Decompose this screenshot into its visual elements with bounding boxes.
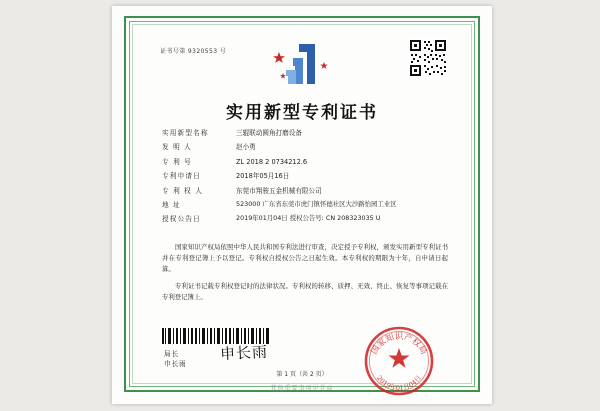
svg-text:国家知识产权局: 国家知识产权局: [369, 332, 429, 357]
field-label: 授权公告日: [162, 215, 201, 224]
field-row: [162, 157, 448, 167]
certificate-sheet: [112, 6, 492, 404]
field-row: [162, 128, 448, 138]
corner-ornament-top-left: [124, 16, 152, 44]
certificate-body-text: [162, 242, 448, 308]
field-label: 专 利 权 人: [162, 186, 204, 195]
svg-text:2019年01月04日: 2019年01月04日: [375, 373, 423, 393]
field-value: ZL 2018 2 0734212.6: [236, 157, 308, 166]
field-row: [162, 142, 448, 152]
corner-ornament-top-right: [452, 16, 480, 44]
field-label: 发 明 人: [162, 143, 192, 152]
body-paragraph: 国家知识产权局依照中华人民共和国专利法进行审查，决定授予专利权，颁发实用新型专利证书并在专利登记簿上予以登记。专利权自授权公告之日起生效。本专利权的期限为十年，自申请日起算。: [162, 243, 448, 274]
field-row: [162, 186, 448, 196]
signature-block: [164, 350, 187, 370]
field-label: 专 利 号: [162, 157, 192, 166]
office-label: 局长: [164, 350, 180, 358]
back-side-note: 其他重要事项见背面: [270, 385, 334, 392]
field-value: 2018年05月16日: [236, 172, 290, 181]
field-value: 赵小勇: [236, 143, 256, 152]
page-title: 实用新型专利证书: [226, 103, 378, 123]
field-value: 东莞市翔骏五金机械有限公司: [236, 186, 322, 195]
field-row: [162, 214, 448, 224]
field-value: 三辊联动圆角打磨设备: [236, 129, 302, 137]
qr-code-icon: [408, 38, 448, 78]
field-label: 实用新型名称: [162, 129, 209, 137]
body-paragraph: 专利证书记载专利权登记时的法律状况。专利权的转移、质押、无效、终止、恢复等事项记载在专利登记簿上。: [162, 281, 448, 301]
field-value: 523000 广东省东莞市虎门镇怀德社区大沙路怡园工业区: [236, 200, 397, 209]
patent-office-logo-icon: [269, 40, 335, 92]
signatory-name: 申长雨: [164, 359, 187, 368]
patent-fields: [162, 128, 448, 229]
handwritten-signature: 申长雨: [219, 342, 269, 364]
field-label: 地 址: [162, 201, 181, 210]
certificate-serial-number: 证书号第 9320553 号: [160, 48, 227, 55]
field-value: 2019年01月04日 授权公告号: CN 208323035 U: [236, 214, 381, 223]
page-footer: 第 1 页（共 2 页）: [276, 371, 328, 378]
field-row: [162, 200, 448, 210]
field-row: [162, 171, 448, 181]
field-label: 专利申请日: [162, 172, 201, 181]
